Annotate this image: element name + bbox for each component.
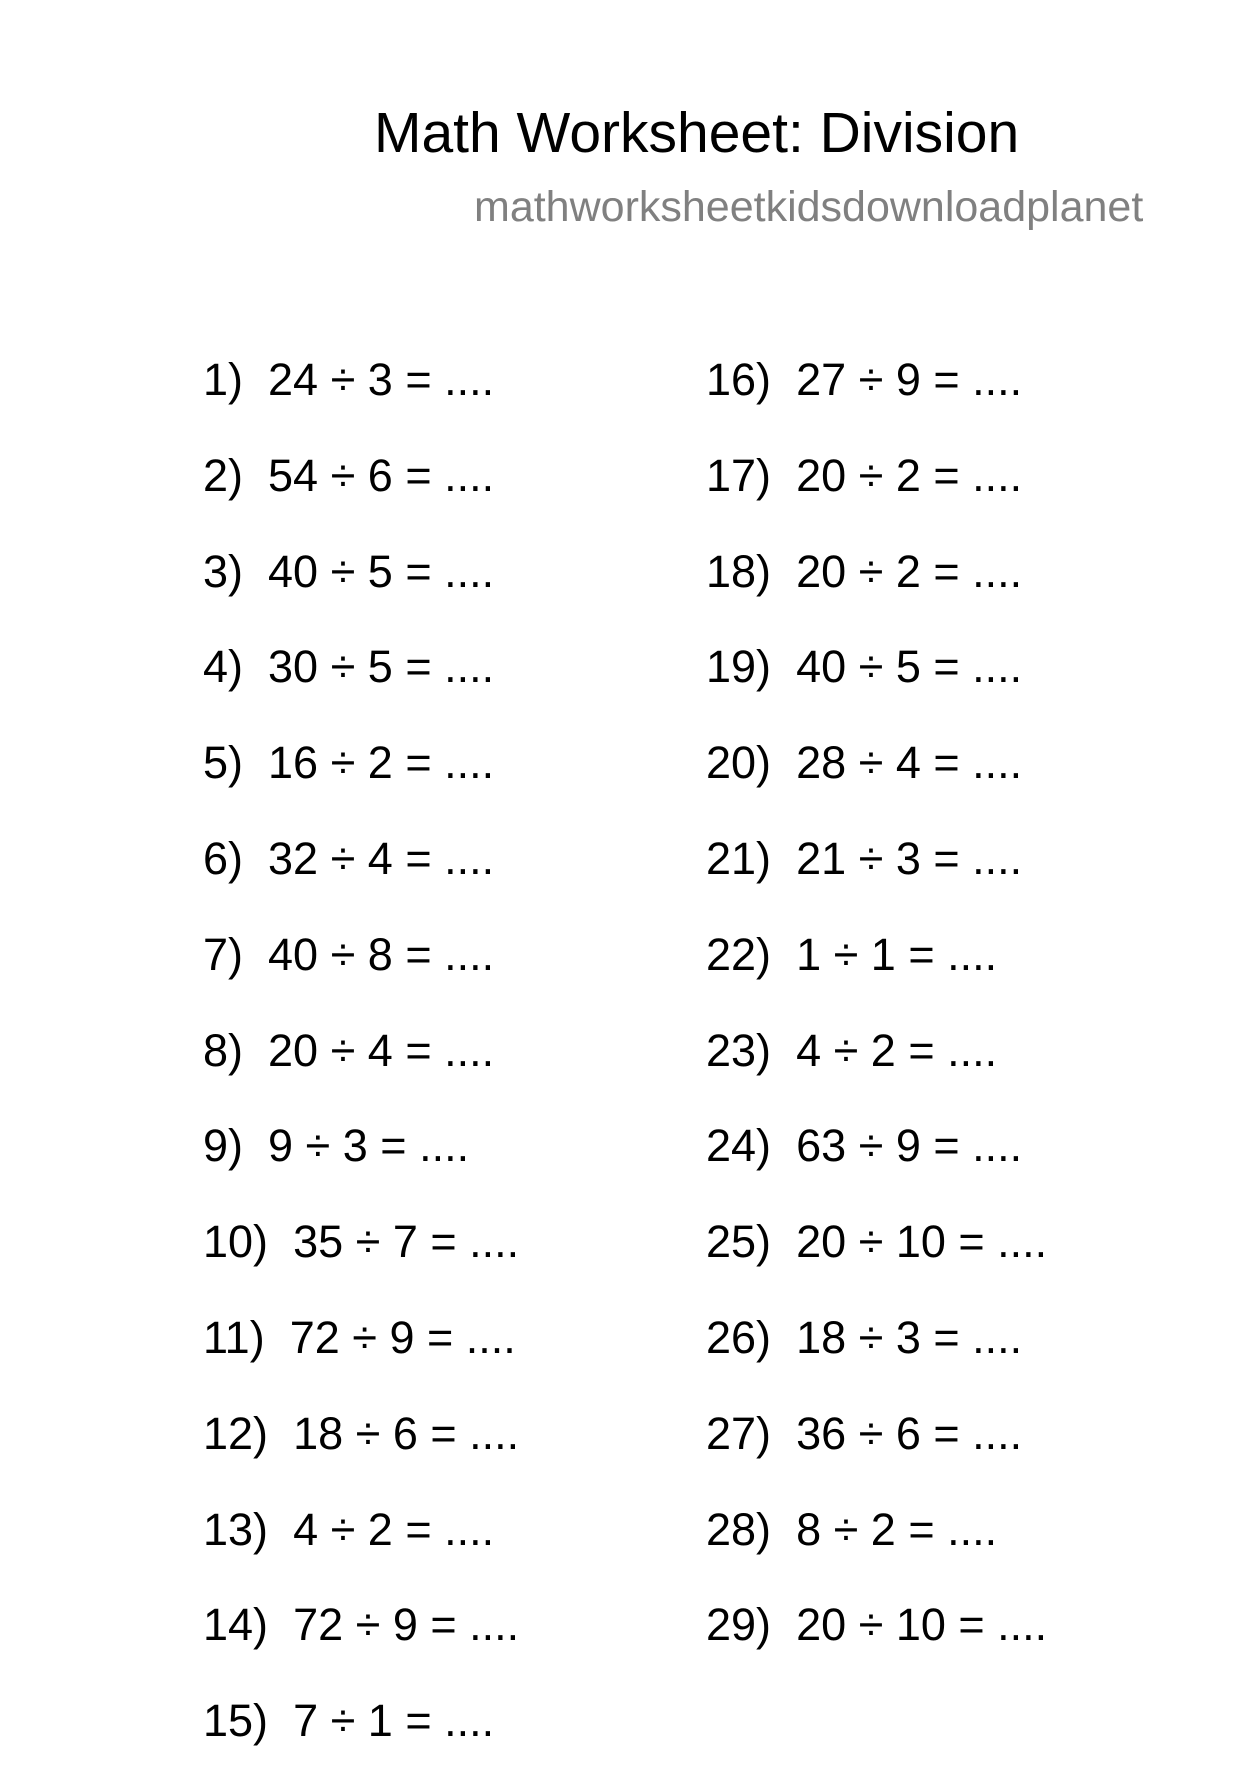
- problem-item: [706, 1500, 1047, 1596]
- problem-item: [203, 1500, 519, 1596]
- problem-number: 26): [706, 1311, 772, 1363]
- problem-expression: 18 ÷ 6 = ....: [293, 1407, 520, 1459]
- problem-expression: 4 ÷ 2 = ....: [796, 1024, 998, 1076]
- problem-expression: 27 ÷ 9 = ....: [796, 354, 1023, 405]
- problem-item: [706, 350, 1047, 446]
- problem-number: 11): [203, 1311, 265, 1363]
- problem-expression: 30 ÷ 5 = ....: [268, 641, 495, 693]
- problem-expression: 72 ÷ 9 = ....: [289, 1311, 516, 1363]
- problem-item: [203, 1308, 519, 1404]
- problem-expression: 16 ÷ 2 = ....: [268, 737, 495, 789]
- problem-expression: 4 ÷ 2 = ....: [293, 1503, 495, 1555]
- problem-number: 27): [706, 1407, 772, 1459]
- problem-expression: 20 ÷ 2 = ....: [796, 449, 1023, 501]
- problem-item: [706, 1308, 1047, 1404]
- problem-expression: 9 ÷ 3 = ....: [268, 1120, 470, 1172]
- problem-item: [706, 446, 1047, 542]
- problem-number: 13): [203, 1503, 269, 1555]
- problem-item: [706, 1212, 1047, 1308]
- problem-number: 20): [706, 737, 772, 789]
- problem-number: 4): [203, 641, 244, 693]
- problem-number: 12): [203, 1407, 269, 1459]
- problem-item: [203, 350, 519, 446]
- problem-item: [203, 1116, 519, 1212]
- problem-item: [203, 925, 519, 1021]
- problem-number: 6): [203, 832, 244, 884]
- problem-expression: 35 ÷ 7 = ....: [293, 1216, 520, 1268]
- problem-item: [706, 1404, 1047, 1500]
- problem-expression: 18 ÷ 3 = ....: [796, 1311, 1023, 1363]
- problem-item: [203, 733, 519, 829]
- problem-expression: 40 ÷ 8 = ....: [268, 928, 495, 980]
- problem-number: 28): [706, 1503, 772, 1555]
- problem-number: 9): [203, 1120, 244, 1172]
- problem-number: 5): [203, 737, 244, 789]
- problem-number: 29): [706, 1599, 772, 1651]
- problem-number: 25): [706, 1216, 772, 1268]
- problem-number: 23): [706, 1024, 772, 1076]
- problem-number: 3): [203, 545, 244, 597]
- problem-item: [706, 829, 1047, 925]
- problem-item: [203, 637, 519, 733]
- problems-column-right: [706, 350, 1047, 1691]
- problem-item: [706, 733, 1047, 829]
- problem-expression: 28 ÷ 4 = ....: [796, 737, 1023, 789]
- problem-item: [203, 1404, 519, 1500]
- problem-item: [706, 1595, 1047, 1691]
- problem-expression: 40 ÷ 5 = ....: [796, 641, 1023, 693]
- problem-item: [706, 637, 1047, 733]
- problem-number: 1): [203, 354, 244, 405]
- problem-expression: 1 ÷ 1 = ....: [796, 928, 998, 980]
- problem-item: [706, 1116, 1047, 1212]
- problem-expression: 21 ÷ 3 = ....: [796, 832, 1023, 884]
- problem-expression: 20 ÷ 10 = ....: [796, 1216, 1048, 1268]
- problem-expression: 20 ÷ 2 = ....: [796, 545, 1023, 597]
- problem-item: [203, 1595, 519, 1691]
- problem-number: 18): [706, 545, 772, 597]
- problem-expression: 72 ÷ 9 = ....: [293, 1599, 520, 1651]
- problem-number: 14): [203, 1599, 269, 1651]
- problem-item: [203, 1212, 519, 1308]
- problem-number: 19): [706, 641, 772, 693]
- problem-expression: 36 ÷ 6 = ....: [796, 1407, 1023, 1459]
- problem-number: 7): [203, 928, 244, 980]
- problem-item: [203, 446, 519, 542]
- problem-item: [706, 925, 1047, 1021]
- problem-number: 22): [706, 928, 772, 980]
- problems-column-left: [203, 350, 519, 1787]
- problem-number: 21): [706, 832, 772, 884]
- worksheet-source: mathworksheetkidsdownloadplanet: [474, 183, 1144, 231]
- problem-number: 16): [706, 354, 772, 405]
- problem-expression: 24 ÷ 3 = ....: [268, 354, 495, 405]
- problem-expression: 32 ÷ 4 = ....: [268, 832, 495, 884]
- problem-number: 8): [203, 1024, 244, 1076]
- problem-expression: 40 ÷ 5 = ....: [268, 545, 495, 597]
- problem-item: [203, 1691, 519, 1787]
- problem-expression: 20 ÷ 10 = ....: [796, 1599, 1048, 1651]
- problem-number: 17): [706, 449, 772, 501]
- problem-expression: 20 ÷ 4 = ....: [268, 1024, 495, 1076]
- problem-number: 10): [203, 1216, 269, 1268]
- problem-expression: 7 ÷ 1 = ....: [293, 1695, 495, 1747]
- problem-expression: 54 ÷ 6 = ....: [268, 449, 495, 501]
- problem-item: [203, 542, 519, 638]
- problem-number: 24): [706, 1120, 772, 1172]
- worksheet-title: Math Worksheet: Division: [374, 101, 1020, 165]
- problem-number: 15): [203, 1695, 269, 1747]
- problem-item: [706, 542, 1047, 638]
- problem-item: [203, 829, 519, 925]
- problem-number: 2): [203, 449, 244, 501]
- problem-item: [706, 1021, 1047, 1117]
- problem-item: [203, 1021, 519, 1117]
- problem-expression: 8 ÷ 2 = ....: [796, 1503, 998, 1555]
- problem-expression: 63 ÷ 9 = ....: [796, 1120, 1023, 1172]
